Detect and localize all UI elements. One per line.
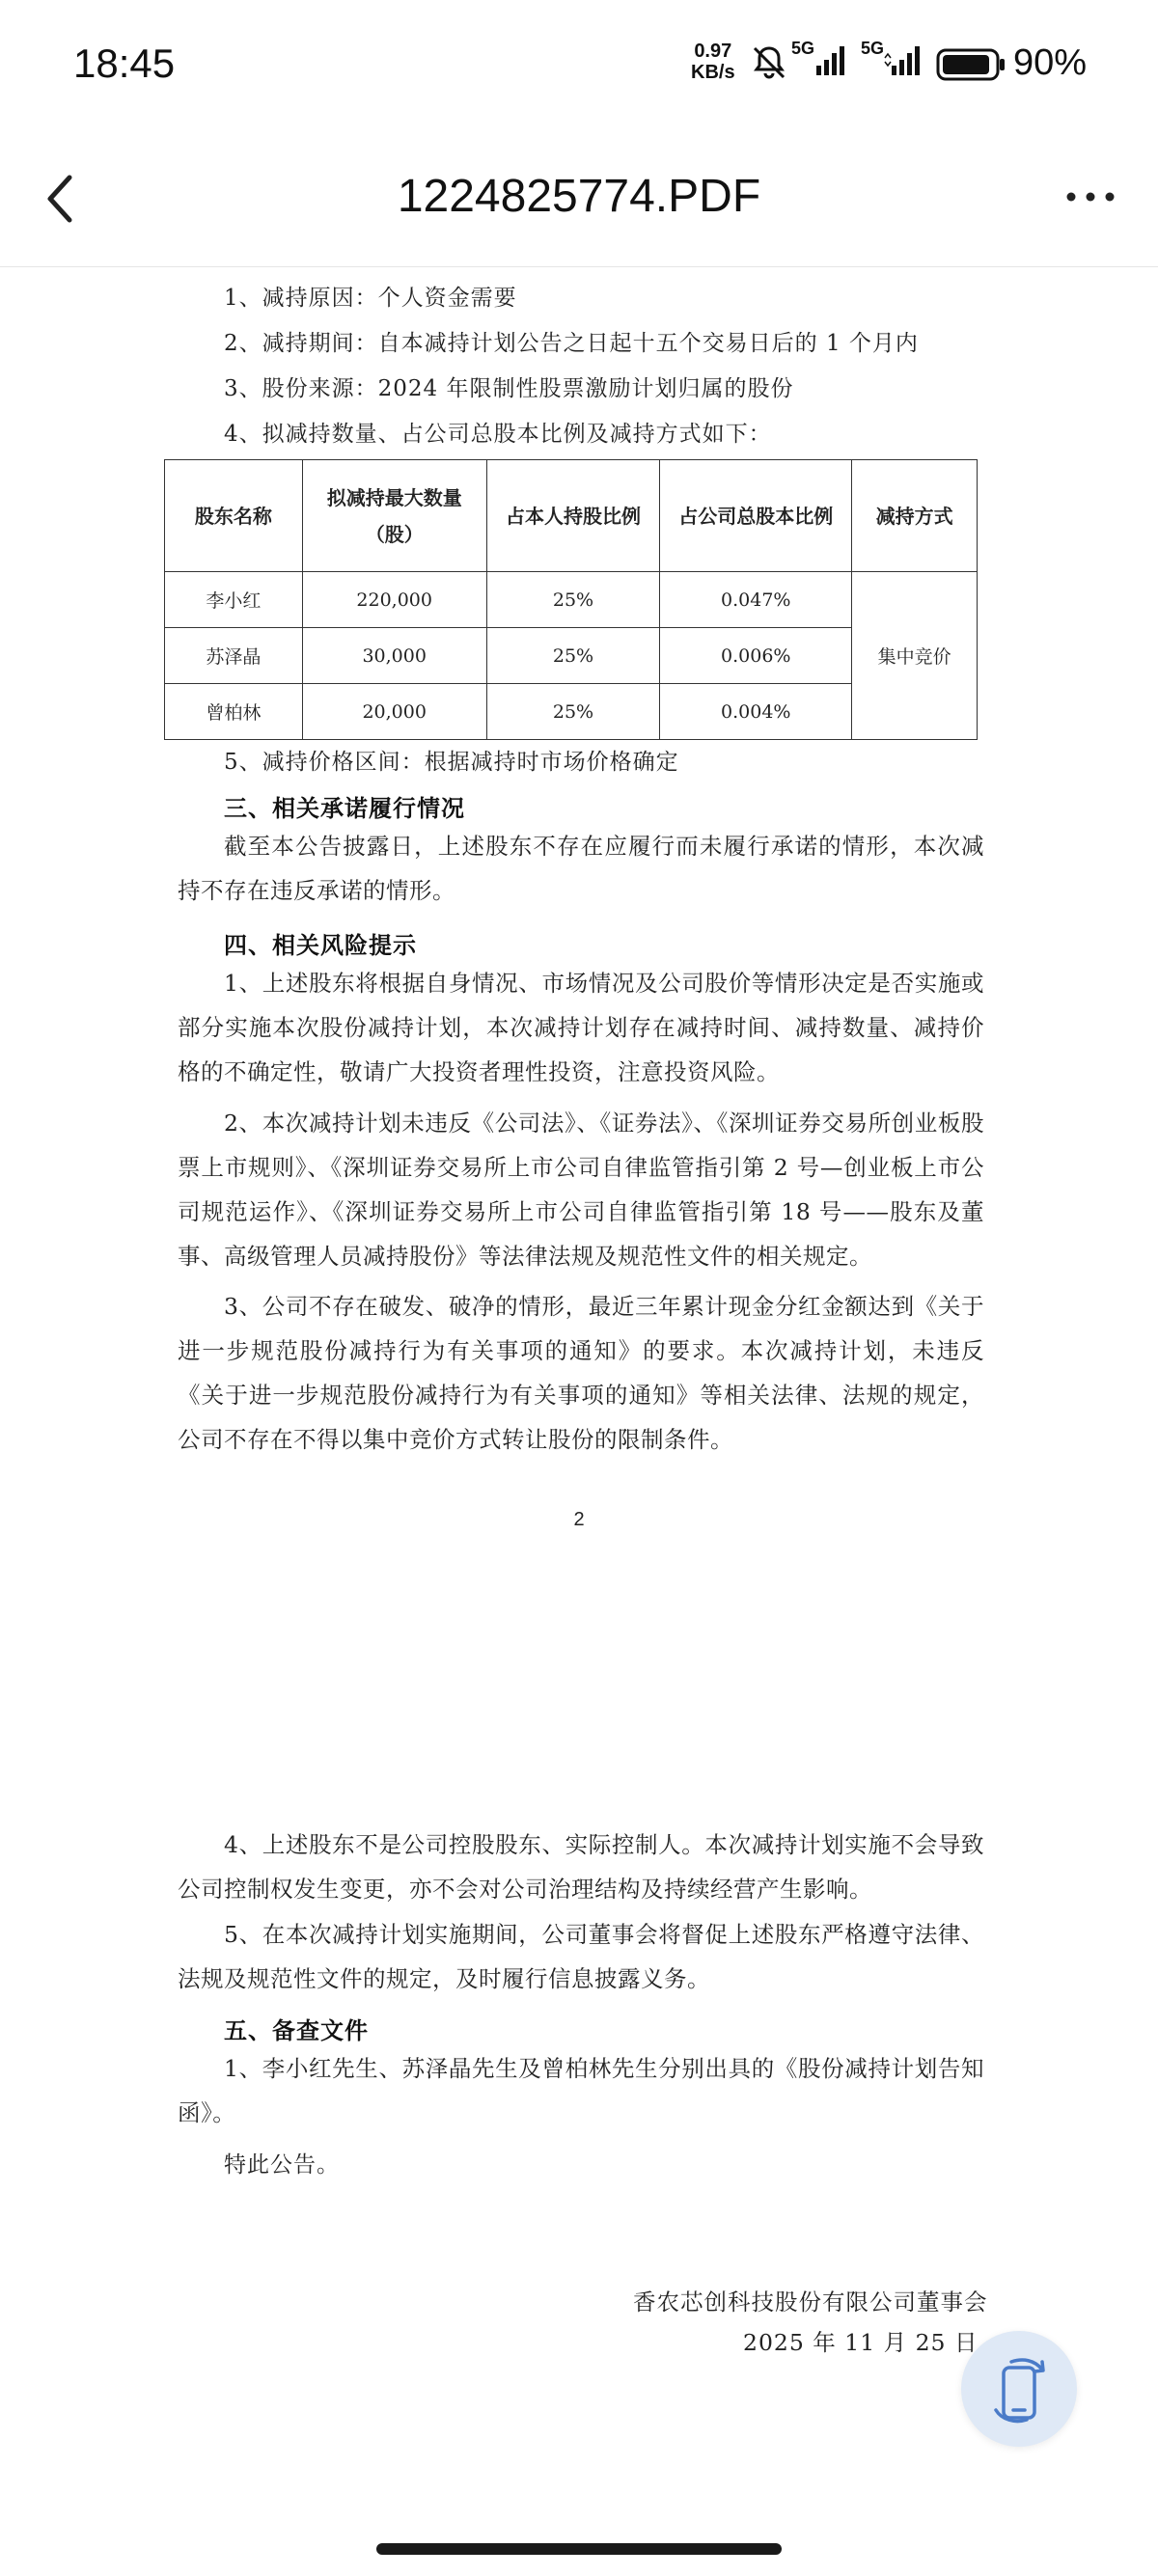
signal-icon <box>814 44 847 77</box>
cell-name: 苏泽晶 <box>165 628 303 684</box>
mute-bell-icon <box>749 42 789 83</box>
cell-personal-ratio: 25% <box>486 572 660 628</box>
document-title: 1224825774.PDF <box>397 171 761 222</box>
header-shareholder-name: 股东名称 <box>165 460 303 572</box>
table-row <box>165 572 978 628</box>
share-source: 3、股份来源：2024 年限制性股票激励计划归属的股份 <box>224 376 794 401</box>
title-bar <box>0 125 1158 267</box>
section-4-title: 四、相关风险提示 <box>224 931 417 959</box>
more-horizontal-icon[interactable] <box>1065 185 1116 208</box>
cell-total-ratio: 0.006% <box>660 628 852 684</box>
signal-sim1 <box>791 39 849 83</box>
price-range: 5、减持价格区间：根据减持时市场价格确定 <box>224 750 679 775</box>
cell-reduction-method: 集中竞价 <box>852 572 978 740</box>
cell-quantity: 220,000 <box>302 572 486 628</box>
battery-percent: 90% <box>1013 42 1088 83</box>
reduction-quantity-intro: 4、拟减持数量、占公司总股本比例及减持方式如下： <box>224 422 772 447</box>
switch-device-button[interactable] <box>961 2331 1077 2447</box>
section-3-text: 截至本公告披露日，上述股东不存在应履行而未履行承诺的情形，本次减持不存在违反承诺的情形。 <box>178 833 984 904</box>
pdf-page-content[interactable] <box>0 267 1158 2515</box>
table-header-row <box>165 460 978 572</box>
section-4-paragraph-1: 1、上述股东将根据自身情况、市场情况及公司股价等情形决定是否实施或部分实施本次股份减持计划，本次减持计划存在减持时间、减持数量、减持价格的不确定性，敬请广大投资者理性投资，注意投资风险。 <box>178 970 984 1085</box>
signer-company: 香农芯创科技股份有限公司董事会 <box>633 2288 988 2316</box>
switch-device-icon <box>990 2354 1048 2424</box>
net-speed <box>691 41 735 83</box>
net-speed-value: 0.97 <box>694 41 732 62</box>
cell-total-ratio: 0.047% <box>660 572 852 628</box>
section-5-paragraph-1: 1、李小红先生、苏泽晶先生及曾柏林先生分别出具的《股份减持计划告知函》。 <box>178 2055 984 2126</box>
cell-quantity: 30,000 <box>302 628 486 684</box>
status-time: 18:45 <box>73 41 176 86</box>
announcement-closing: 特此公告。 <box>224 2152 340 2178</box>
reduction-table <box>164 459 978 740</box>
header-reduction-method: 减持方式 <box>852 460 978 572</box>
cell-personal-ratio: 25% <box>486 684 660 740</box>
sim1-label: 5G <box>791 39 815 58</box>
header-max-quantity: 拟减持最大数量（股） <box>302 460 486 572</box>
home-indicator[interactable] <box>376 2543 782 2555</box>
cell-personal-ratio: 25% <box>486 628 660 684</box>
section-5-title: 五、备查文件 <box>224 2016 369 2044</box>
status-bar <box>0 0 1158 125</box>
cell-name: 李小红 <box>165 572 303 628</box>
reduction-reason: 1、减持原因：个人资金需要 <box>224 286 517 311</box>
section-3-title: 三、相关承诺履行情况 <box>224 794 465 822</box>
cell-name: 曾柏林 <box>165 684 303 740</box>
page-number: 2 <box>573 1509 585 1530</box>
reduction-period: 2、减持期间：自本减持计划公告之日起十五个交易日后的 1 个月内 <box>224 331 919 356</box>
section-4-paragraph-4: 4、上述股东不是公司控股股东、实际控制人。本次减持计划实施不会导致公司控制权发生变更，亦不会对公司治理结构及持续经营产生影响。 <box>178 1831 984 1903</box>
signer-date: 2025 年 11 月 25 日 <box>743 2329 979 2356</box>
section-4-paragraph-5: 5、在本次减持计划实施期间，公司董事会将督促上述股东严格遵守法律、法规及规范性文件的规定，及时履行信息披露义务。 <box>178 1921 984 1992</box>
signal-icon <box>884 44 923 77</box>
header-total-ratio: 占公司总股本比例 <box>660 460 852 572</box>
net-speed-unit: KB/s <box>691 62 735 83</box>
section-4-paragraph-3: 3、公司不存在破发、破净的情形，最近三年累计现金分红金额达到《关于进一步规范股份减持行为有关事项的通知》的要求。本次减持计划，未违反《关于进一步规范股份减持行为有关事项的通知》等相关法律、法规的规定，公司不存在不得以集中竞价方式转让股份的限制条件。 <box>178 1293 984 1453</box>
signal-sim2 <box>861 39 928 83</box>
section-4-paragraph-2: 2、本次减持计划未违反《公司法》、《证券法》、《深圳证券交易所创业板股票上市规则》、《深圳证券交易所上市公司自律监管指引第 2 号—创业板上市公司规范运作》、《深圳证券交易所上市公司自律监管指引第 18 号——股东及董事、高级管理人员减持股份》等法律法规及规范性文件的相关规定。 <box>178 1110 984 1270</box>
header-personal-ratio: 占本人持股比例 <box>486 460 660 572</box>
cell-quantity: 20,000 <box>302 684 486 740</box>
cell-total-ratio: 0.004% <box>660 684 852 740</box>
battery-icon <box>936 48 1007 81</box>
sim2-label: 5G <box>861 39 885 58</box>
